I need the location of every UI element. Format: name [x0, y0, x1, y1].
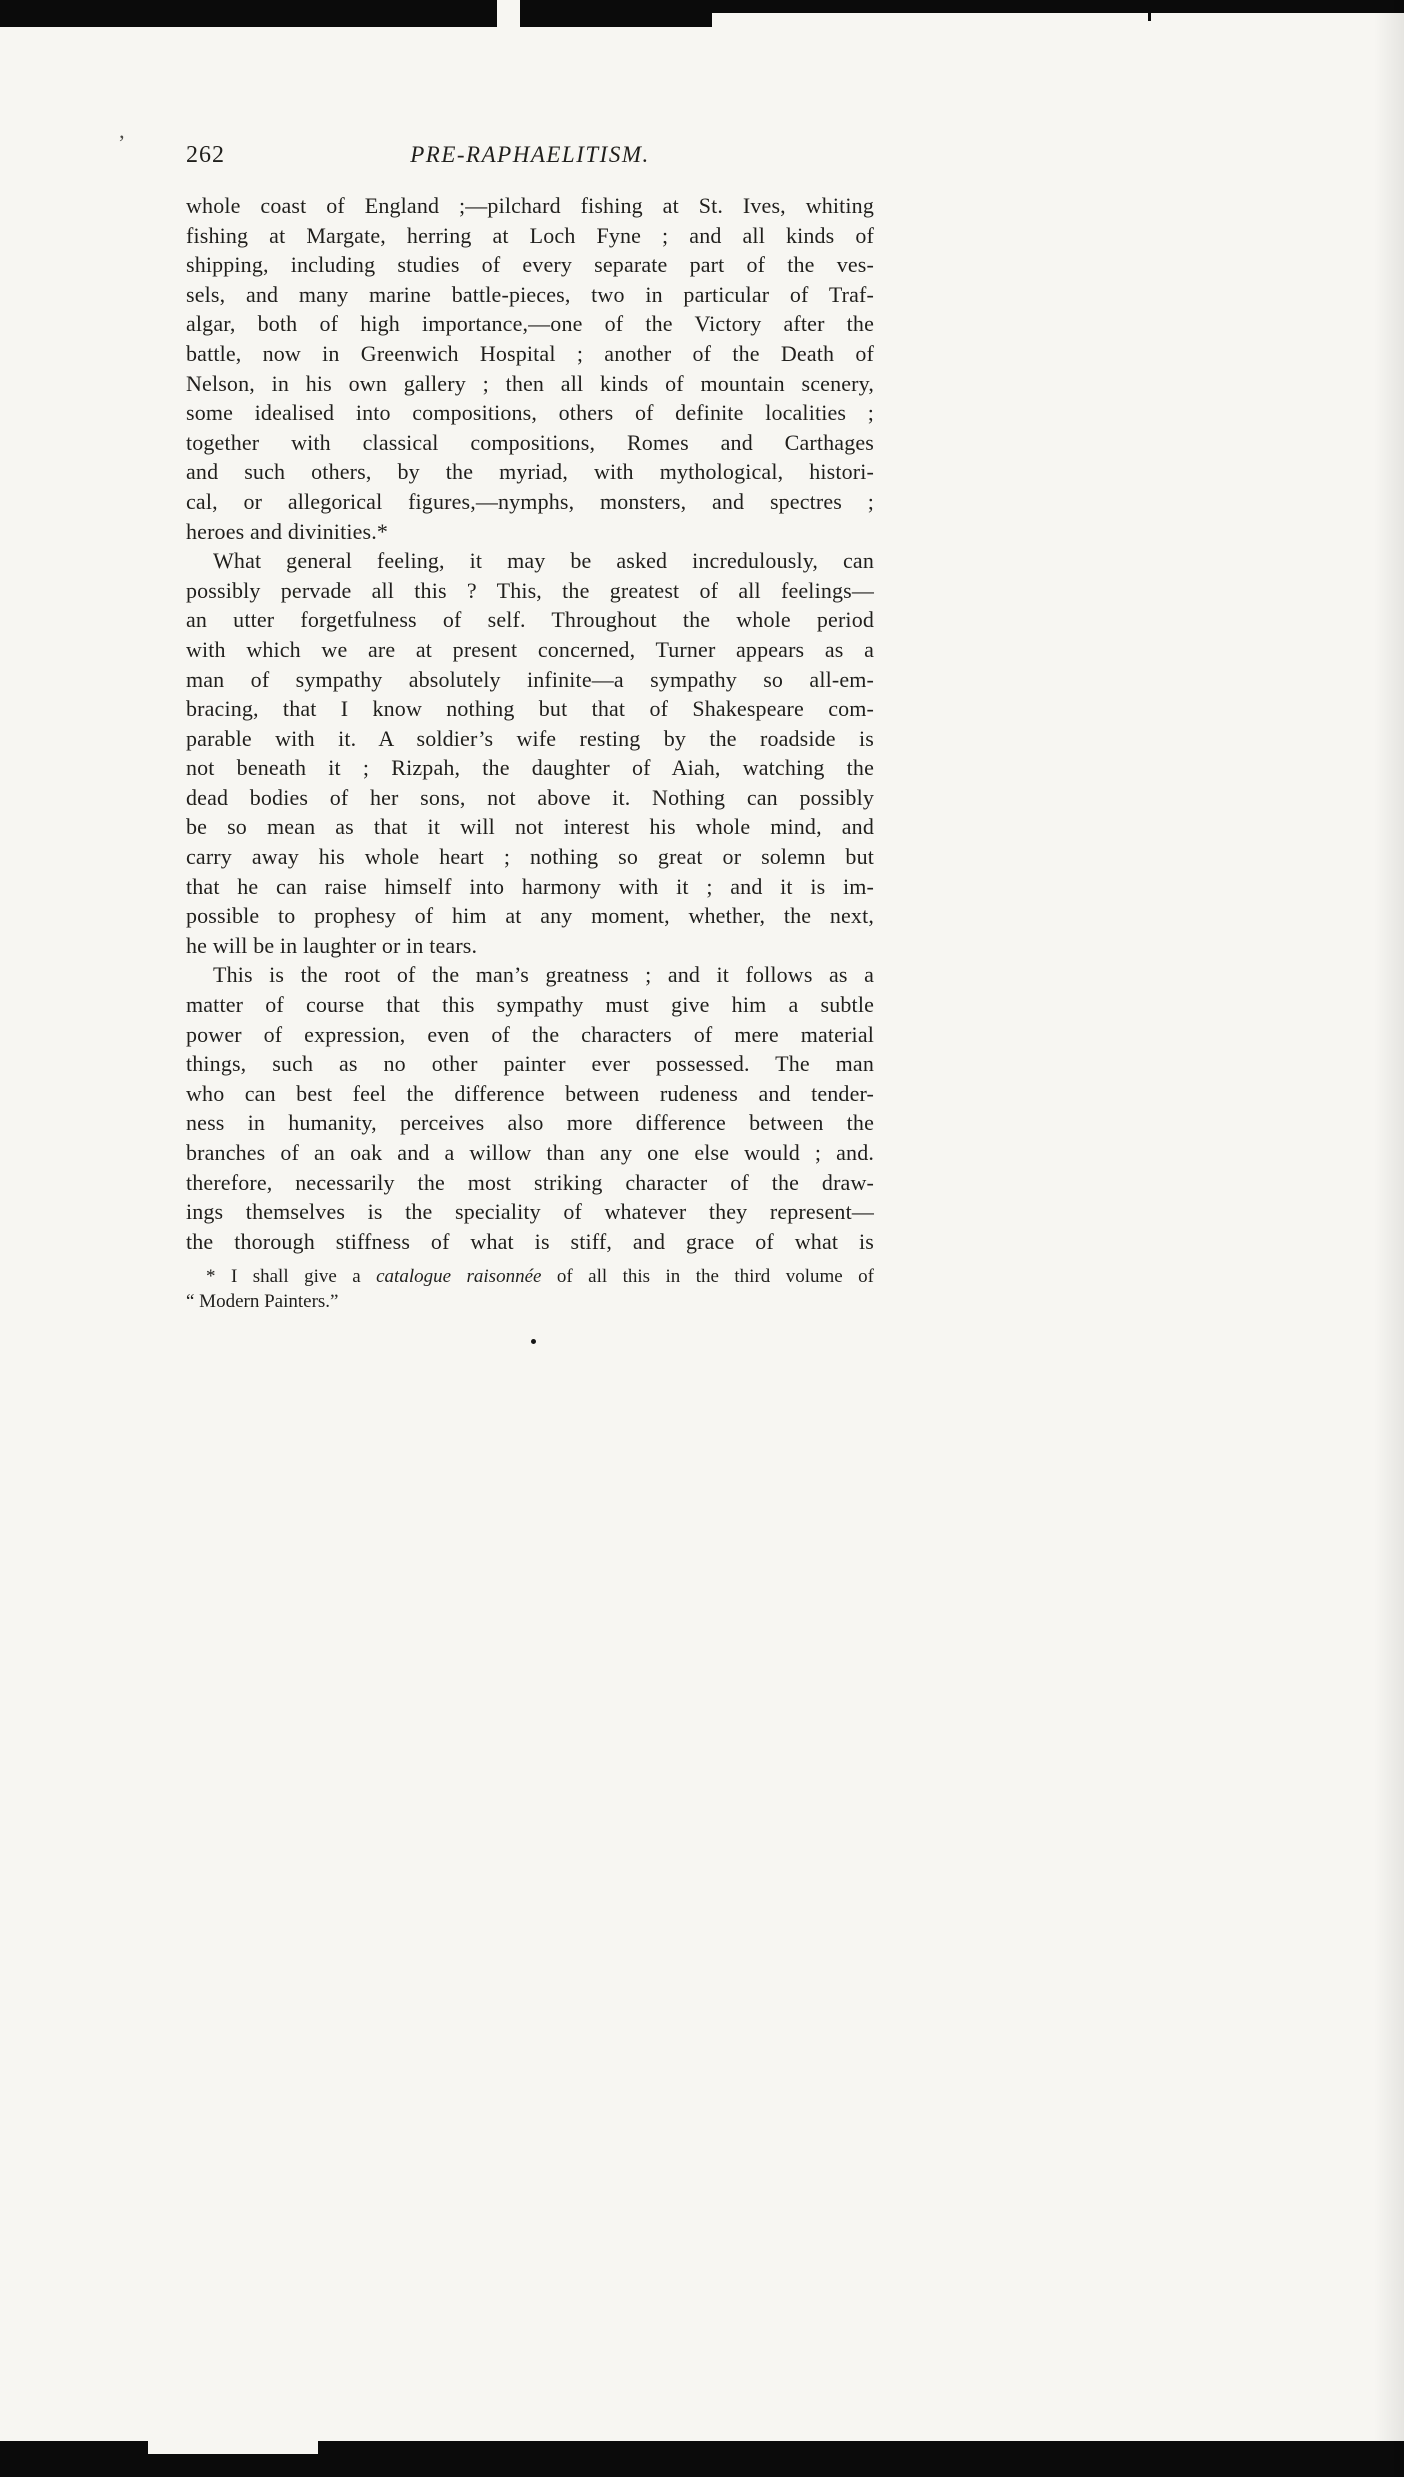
text-line: What general feeling, it may be asked incredulously, can [213, 548, 874, 574]
text-line: This is the root of the man’s greatness ; and it follows as a [213, 962, 874, 988]
text-line: Nelson, in his own gallery ; then all kinds of mountain scenery, [186, 370, 874, 396]
page-content [186, 140, 874, 1315]
body-text [186, 191, 874, 1256]
text-line: the thorough stiffness of what is stiff, and grace of what is [186, 1228, 874, 1254]
text-line: together with classical compositions, Romes and Carthages [186, 429, 874, 455]
text-line: and such others, by the myriad, with mythological, histori- [186, 459, 874, 485]
text-line: that he can raise himself into harmony with it ; and it is im- [186, 873, 874, 899]
text-line: with which we are at present concerned, Turner appears as a [186, 636, 874, 662]
text-line: fishing at Margate, herring at Loch Fyne ; and all kinds of [186, 222, 874, 248]
scan-top-tick [1148, 0, 1151, 21]
footnote-marker-text: * I shall give a [206, 1266, 377, 1288]
paragraph [186, 546, 874, 960]
text-line: things, such as no other painter ever possessed. The man [186, 1051, 874, 1077]
footnote-line [186, 1265, 874, 1290]
text-line: possible to prophesy of him at any moment, whether, the next, [186, 903, 874, 929]
text-line: dead bodies of her sons, not above it. Nothing can possibly [186, 784, 874, 810]
footnote [186, 1265, 874, 1314]
page-number: 262 [186, 142, 225, 168]
text-line: be so mean as that it will not interest his whole mind, and [186, 814, 874, 840]
printers-dot-mark [531, 1339, 536, 1344]
text-line: whole coast of England ;—pilchard fishing at St. Ives, whiting [186, 193, 874, 218]
text-line: ness in humanity, perceives also more difference between the [186, 1110, 874, 1136]
page-header [186, 140, 874, 172]
text-line: sels, and many marine battle-pieces, two in particular of Traf- [186, 281, 874, 307]
text-line: who can best feel the difference between rudeness and tender- [186, 1080, 874, 1106]
text-line: matter of course that this sympathy must give him a subtle [186, 992, 874, 1018]
text-line: cal, or allegorical figures,—nymphs, monsters, and spectres ; [186, 488, 874, 514]
page-edge-shadow [1374, 0, 1404, 2477]
footnote-italic-text: catalogue raisonnée [376, 1266, 542, 1288]
text-line: possibly pervade all this ? This, the greatest of all feelings— [186, 577, 874, 603]
text-line: battle, now in Greenwich Hospital ; another of the Death of [186, 340, 874, 366]
paragraph [186, 191, 874, 546]
text-line: bracing, that I know nothing but that of Shakespeare com- [186, 696, 874, 722]
scan-bottom-bar-notch [148, 2441, 318, 2454]
footnote-rest-text: of all this in the third volume of [541, 1266, 875, 1288]
running-title: PRE-RAPHAELITISM. [410, 142, 650, 167]
text-line: therefore, necessarily the most striking character of the draw- [186, 1169, 874, 1195]
text-line: branches of an oak and a willow than any one else would ; and. [186, 1140, 874, 1165]
footnote-line: “ Modern Painters.” [186, 1290, 339, 1312]
text-line: shipping, including studies of every separate part of the ves- [186, 252, 874, 278]
text-line: parable with it. A soldier’s wife resting by the roadside is [186, 725, 874, 751]
scan-top-bar-thin [712, 13, 1404, 27]
scan-top-bar-gap [497, 0, 520, 27]
stray-mark: ’ [118, 130, 126, 155]
text-line: power of expression, even of the characters of mere material [186, 1021, 874, 1047]
text-line: man of sympathy absolutely infinite—a sympathy so all-em- [186, 666, 874, 692]
text-line: an utter forgetfulness of self. Throughout the whole period [186, 607, 874, 633]
text-line: not beneath it ; Rizpah, the daughter of Aiah, watching the [186, 755, 874, 781]
text-line: carry away his whole heart ; nothing so great or solemn but [186, 844, 874, 870]
paragraph [186, 960, 874, 1256]
text-line: algar, both of high importance,—one of the Victory after the [186, 311, 874, 337]
text-line: ings themselves is the speciality of whatever they represent— [186, 1199, 874, 1225]
text-line: heroes and divinities.* [186, 518, 389, 544]
text-line: he will be in laughter or in tears. [186, 932, 478, 958]
text-line: some idealised into compositions, others of definite localities ; [186, 400, 874, 426]
